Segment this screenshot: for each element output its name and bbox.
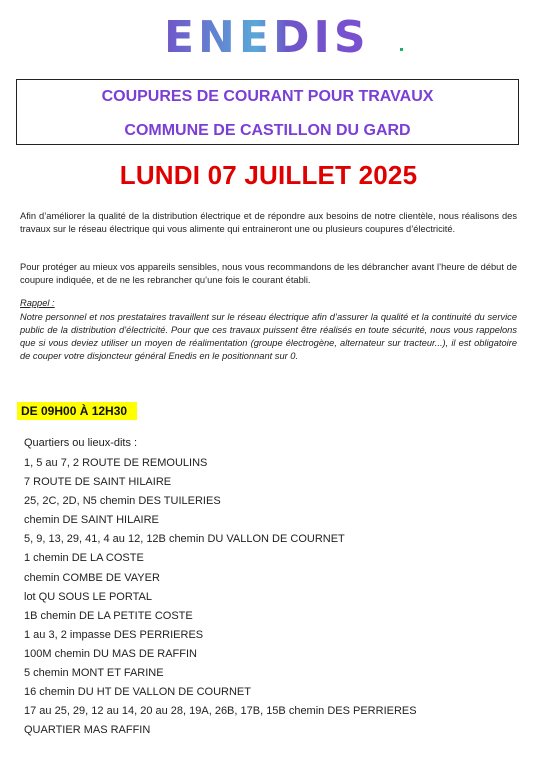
list-item: 1B chemin DE LA PETITE COSTE	[24, 609, 193, 622]
list-item: lot QU SOUS LE PORTAL	[24, 590, 152, 603]
list-item: 1, 5 au 7, 2 ROUTE DE REMOULINS	[24, 457, 208, 469]
logo-dot-icon	[400, 48, 403, 51]
list-item: 25, 2C, 2D, N5 chemin DES TUILERIES	[24, 495, 221, 508]
list-item: 17 au 25, 29, 12 au 14, 20 au 28, 19A, 26B, 17B, 15B chemin DES PERRIERES	[24, 705, 417, 718]
header-line-2: COMMUNE DE CASTILLON DU GARD	[124, 122, 411, 139]
list-item: 16 chemin DU HT DE VALLON DE COURNET	[24, 686, 251, 699]
locations-list	[24, 436, 417, 742]
header-line-1: COUPURES DE COURANT POUR TRAVAUX	[101, 88, 434, 105]
list-item: 1 chemin DE LA COSTE	[24, 552, 144, 565]
intro-paragraph: Afin d’améliorer la qualité de la distribution électrique et de répondre aux besoins de notre clientèle, nous réalisons des travaux sur le réseau électrique qui vous alimente qui entraineront une ou plusieurs coupures d’électricité.	[20, 211, 517, 234]
time-slot-badge: DE 09H00 À 12H30	[17, 402, 137, 420]
enedis-logo	[160, 12, 410, 60]
outage-date: LUNDI 07 JUILLET 2025	[119, 160, 418, 190]
list-item: chemin DE SAINT HILAIRE	[24, 514, 159, 527]
list-item: 7 ROUTE DE SAINT HILAIRE	[24, 476, 172, 489]
list-item: 1 au 3, 2 impasse DES PERRIERES	[24, 628, 204, 641]
logo-text: ENEDIS	[164, 12, 370, 60]
list-item: 5, 9, 13, 29, 41, 4 au 12, 12B chemin DU VALLON DE COURNET	[24, 533, 345, 546]
rappel-paragraph: Notre personnel et nos prestataires travaillent sur le réseau électrique afin d’assurer la qualité et la continuité du service public de la distribution d’électricité. Pour que ces travaux puissent être réalisés en toute sécurité, nous vous rappelons que si vous deviez utiliser un moyen de réalimentation (groupe électrogène, alternateur sur tracteur...), il est obligatoire de couper votre disjoncteur général Enedis en le positionnant sur 0.	[20, 312, 517, 361]
list-item: 5 chemin MONT ET FARINE	[24, 667, 164, 680]
advice-paragraph: Pour protéger au mieux vos appareils sensibles, nous vous recommandons de les débrancher avant l’heure de début de coupure indiquée, et de ne les rebrancher qu’une fois le courant établi.	[20, 262, 517, 285]
list-item: 100M chemin DU MAS DE RAFFIN	[24, 647, 197, 660]
list-item: QUARTIER MAS RAFFIN	[24, 724, 151, 737]
rappel-title: Rappel :	[20, 298, 55, 308]
locations-heading: Quartiers ou lieux-dits :	[24, 437, 138, 449]
header-box	[16, 79, 519, 145]
list-item: chemin COMBE DE VAYER	[24, 571, 160, 584]
